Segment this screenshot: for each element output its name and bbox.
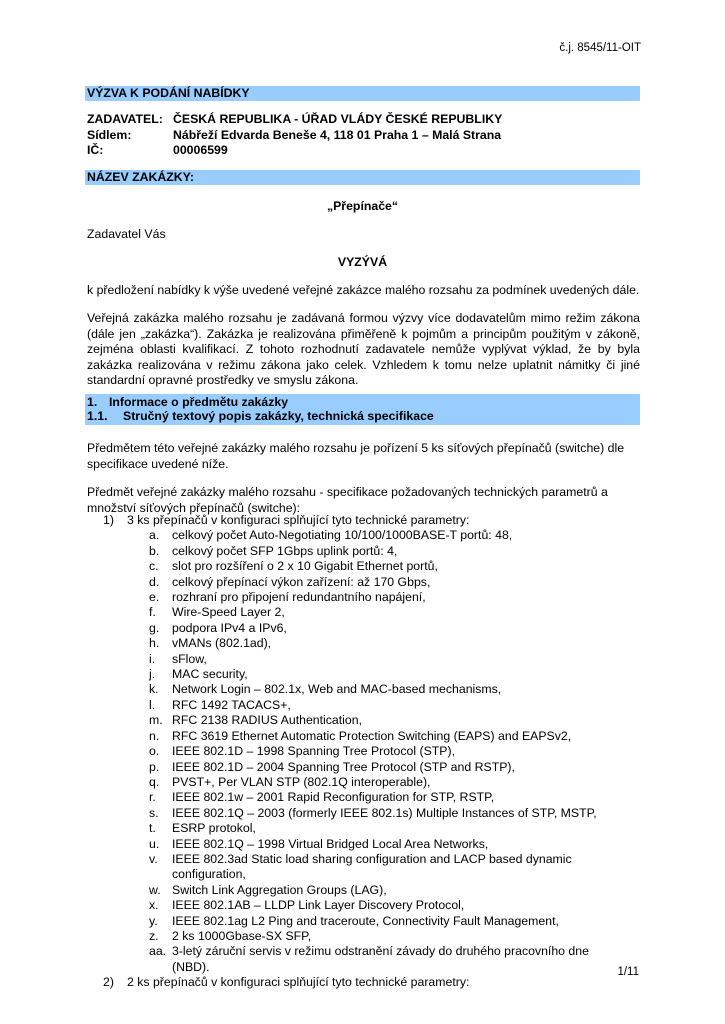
spec-list-item	[87, 528, 647, 543]
spec-list-item	[87, 775, 647, 790]
spec-item-text: IEEE 802.1ag L2 Ping and traceroute, Connectivity Fault Management,	[172, 913, 559, 928]
spec-item-text: RFC 2138 RADIUS Authentication,	[172, 713, 363, 728]
configuration-item	[87, 513, 647, 528]
section-1-1-row	[87, 409, 640, 423]
spec-list-item	[87, 744, 647, 759]
spec-item-letter: i.	[149, 651, 156, 666]
contracting-authority-block	[87, 112, 502, 159]
spec-item-text: 2 ks 1000Gbase-SX SFP,	[172, 928, 312, 943]
spec-item-letter: l.	[149, 697, 156, 712]
spec-item-letter: s.	[149, 805, 159, 820]
spec-item-letter: j.	[149, 667, 156, 682]
spec-list-item	[87, 713, 647, 728]
spec-item-letter: aa.	[149, 944, 167, 959]
spec-item-letter: g.	[149, 620, 160, 635]
spec-item-letter: d.	[149, 574, 160, 589]
spec-item-text: Network Login – 802.1x, Web and MAC-based mechanisms,	[172, 682, 502, 697]
authority-row	[87, 112, 502, 128]
invitation-heading: VÝZVA K PODÁNÍ NABÍDKY	[85, 86, 640, 101]
section-1-number: 1.	[87, 395, 98, 409]
spec-list-item	[87, 790, 647, 805]
spec-item-text: IEEE 802.1Q – 1998 Virtual Bridged Local Area Networks,	[172, 836, 489, 851]
spec-list-item	[87, 682, 647, 697]
configuration-title: 2 ks přepínačů v konfiguraci splňující tyto technické parametry:	[127, 975, 470, 990]
calls-heading: VYZÝVÁ	[337, 255, 388, 269]
spec-item-text: IEEE 802.1w – 2001 Rapid Reconfiguration for STP, RSTP,	[172, 790, 495, 805]
reference-number: č.j. 8545/11-OIT	[559, 42, 641, 54]
spec-list-item	[87, 667, 647, 682]
spec-item-letter: k.	[149, 682, 159, 697]
spec-item-text: RFC 1492 TACACS+,	[172, 697, 291, 712]
spec-list-item	[87, 621, 647, 636]
intro-paragraph: k předložení nabídky k výše uvedené veřejné zakázce malého rozsahu za podmínek uvedených dále.	[87, 283, 640, 297]
spec-item-letter: w.	[149, 882, 161, 897]
spec-list-item	[87, 944, 647, 975]
spec-item-text: vMANs (802.1ad),	[172, 636, 272, 651]
spec-item-text: Switch Link Aggregation Groups (LAG),	[172, 882, 387, 897]
subject-paragraph: Předmětem této veřejné zakázky malého rozsahu je pořízení 5 ks síťových přepínačů (switche) dle specifikace uvedené níže.	[87, 441, 625, 471]
spec-list-item	[87, 852, 647, 883]
spec-list-item	[87, 883, 647, 898]
spec-item-text: RFC 3619 Ethernet Automatic Protection Switching (EAPS) and EAPSv2,	[172, 728, 572, 743]
spec-item-text: IEEE 802.1AB – LLDP Link Layer Discovery Protocol,	[172, 898, 465, 913]
spec-item-letter: q.	[149, 774, 160, 789]
spec-item-text: IEEE 802.1D – 2004 Spanning Tree Protocol (STP and RSTP),	[172, 759, 515, 774]
spec-list-item	[87, 837, 647, 852]
spec-item-text: IEEE 802.1Q – 2003 (formerly IEEE 802.1s) Multiple Instances of STP, MSTP,	[172, 805, 597, 820]
salutation: Zadavatel Vás	[87, 227, 166, 241]
authority-value: ČESKÁ REPUBLIKA - ÚŘAD VLÁDY ČESKÉ REPUBLIKY	[173, 112, 503, 126]
id-value: 00006599	[173, 143, 228, 157]
contract-title: „Přepínače“	[326, 199, 399, 213]
specification-list	[87, 513, 647, 991]
spec-item-text: celkový přepínací výkon zařízení: až 170 Gbps,	[172, 574, 431, 589]
spec-list-item	[87, 575, 647, 590]
spec-item-text: PVST+, Per VLAN STP (802.1Q interoperable),	[172, 774, 431, 789]
spec-intro-paragraph: Předmět veřejné zakázky malého rozsahu - specifikace požadovaných technických parametrů a množství síťových přepínačů (switche):	[87, 485, 608, 515]
spec-item-letter: x.	[149, 898, 159, 913]
spec-item-text: sFlow,	[172, 651, 207, 666]
spec-item-letter: c.	[149, 559, 159, 574]
spec-item-letter: v.	[149, 851, 158, 866]
spec-item-letter: n.	[149, 728, 160, 743]
seat-value: Nábřeží Edvarda Beneše 4, 118 01 Praha 1 – Malá Strana	[173, 127, 502, 142]
spec-list-item	[87, 544, 647, 559]
spec-item-letter: a.	[149, 528, 160, 543]
spec-list-item	[87, 698, 647, 713]
section-1-title: Informace o předmětu zakázky	[109, 395, 289, 409]
spec-item-letter: z.	[149, 928, 159, 943]
spec-list-item	[87, 590, 647, 605]
spec-list-item	[87, 821, 647, 836]
spec-item-letter: f.	[149, 605, 156, 620]
spec-item-letter: y.	[149, 913, 158, 928]
spec-list-item	[87, 729, 647, 744]
spec-item-text: rozhraní pro připojení redundantního napájení,	[172, 590, 426, 605]
spec-item-letter: r.	[149, 790, 156, 805]
spec-list-item	[87, 806, 647, 821]
legal-paragraph: Veřejná zakázka malého rozsahu je zadávaná formou výzvy více dodavatelům mimo režim zákona (dále jen „zakázka“). Zakázka je realizována přiměřeně k pojmům a principům použitým v zákoně, zejména oblasti kvalifikací. Z tohoto rozhodnutí zadavatele nemůže vyplývat výklad, že by byla zakázka realizována v režimu zákona jako celek. Vzhledem k tomu nelze uplatnit námitky či jiné standardní opravné prostředky ve smyslu zákona.	[87, 311, 640, 387]
section-1-1-title: Stručný textový popis zakázky, technická specifikace	[123, 409, 434, 423]
configuration-number: 1)	[103, 513, 114, 527]
contract-name-heading: NÁZEV ZAKÁZKY:	[85, 170, 640, 185]
spec-item-text: ESRP protokol,	[172, 821, 256, 836]
authority-label: ZADAVATEL:	[87, 112, 163, 126]
spec-list-item	[87, 929, 647, 944]
section-1-row	[87, 395, 640, 409]
spec-item-letter: m.	[149, 713, 163, 728]
id-label: IČ:	[87, 143, 104, 157]
spec-item-text: slot pro rozšíření o 2 x 10 Gigabit Ethernet portů,	[172, 559, 438, 574]
section-1-heading	[85, 394, 640, 425]
spec-item-text: Wire-Speed Layer 2,	[172, 605, 285, 620]
spec-item-text: celkový počet SFP 1Gbps uplink portů: 4,	[172, 543, 398, 558]
spec-item-text: celkový počet Auto-Negotiating 10/100/1000BASE-T portů: 48,	[172, 528, 513, 543]
spec-list-item	[87, 914, 647, 929]
spec-item-letter: h.	[149, 636, 160, 651]
spec-item-text: podpora IPv4 a IPv6,	[172, 620, 287, 635]
spec-list-item	[87, 652, 647, 667]
configuration-number: 2)	[103, 975, 114, 990]
configuration-title: 3 ks přepínačů v konfiguraci splňující tyto technické parametry:	[127, 513, 470, 527]
spec-item-text: 3-letý záruční servis v režimu odstranění závady do druhého pracovního dne (NBD).	[172, 944, 589, 974]
spec-item-letter: e.	[149, 590, 160, 605]
spec-list-item	[87, 898, 647, 913]
configuration-item	[87, 975, 647, 990]
spec-list-item	[87, 636, 647, 651]
spec-list-item	[87, 559, 647, 574]
spec-list-item	[87, 760, 647, 775]
spec-item-letter: o.	[149, 744, 160, 759]
seat-row	[87, 128, 502, 144]
spec-item-text: IEEE 802.3ad Static load sharing configuration and LACP based dynamic configuration,	[172, 851, 572, 882]
spec-item-letter: t.	[149, 821, 156, 836]
spec-item-letter: u.	[149, 836, 160, 851]
spec-list-item	[87, 605, 647, 620]
seat-label: Sídlem:	[87, 127, 132, 142]
spec-item-letter: p.	[149, 759, 160, 774]
page-number: 1/11	[617, 966, 639, 978]
spec-item-letter: b.	[149, 543, 160, 558]
section-1-1-number: 1.1.	[87, 409, 108, 423]
spec-item-text: IEEE 802.1D – 1998 Spanning Tree Protocol (STP),	[172, 744, 455, 759]
spec-item-text: MAC security,	[172, 667, 248, 682]
id-row	[87, 143, 502, 159]
